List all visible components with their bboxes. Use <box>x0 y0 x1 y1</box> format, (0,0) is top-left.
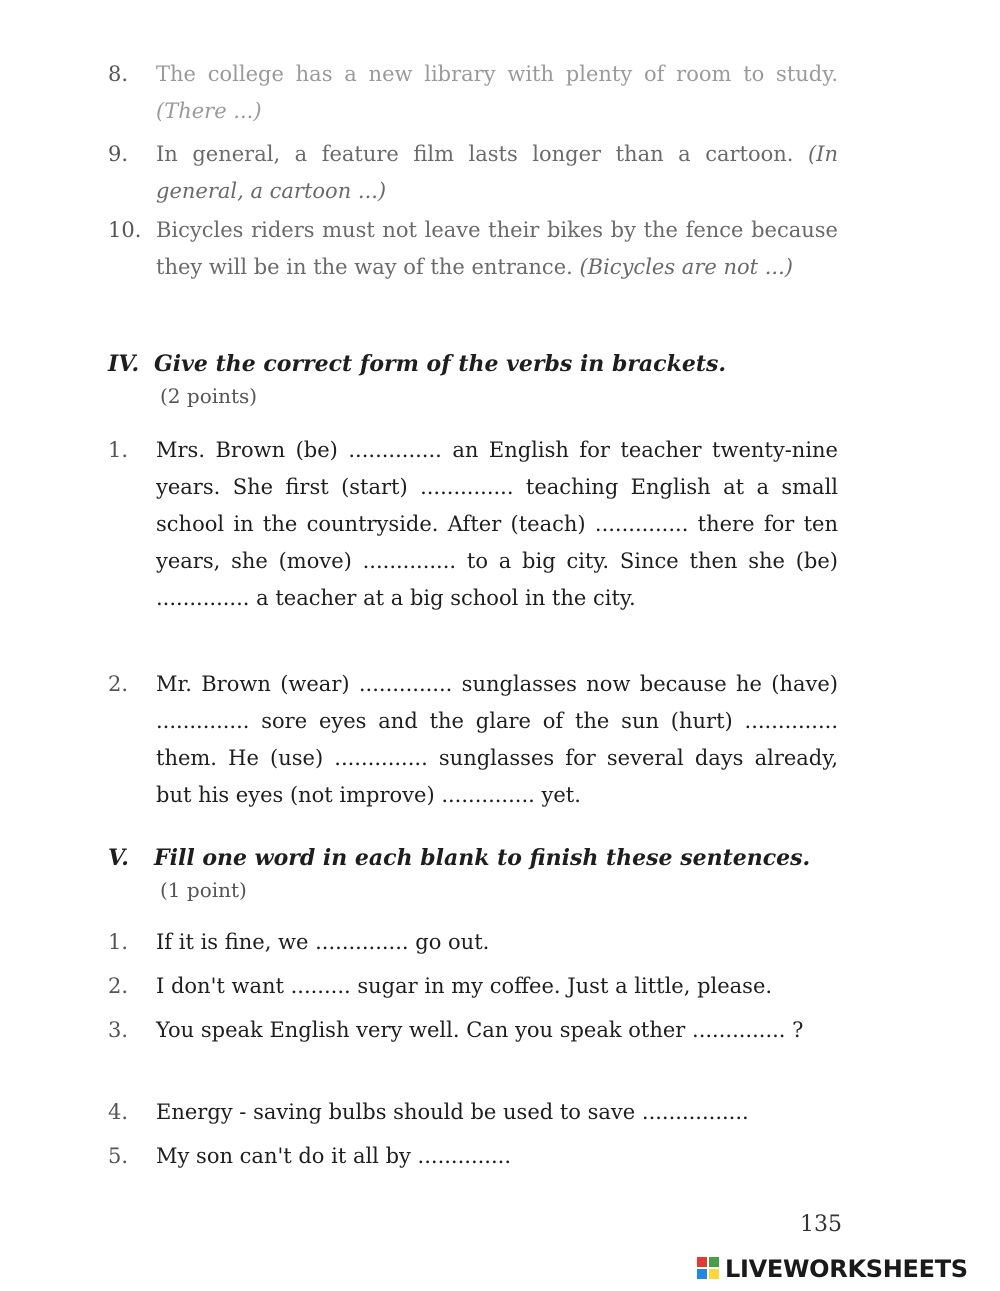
section-v-item-1: 1. If it is fine, we .............. go out. <box>108 924 838 961</box>
exercise-text: The college has a new library with plenty of room to study. <box>156 62 838 86</box>
exercise-text: Bicycles riders must not leave their bikes by the fence because they will be in the way of the entrance. <box>156 218 838 279</box>
liveworksheets-logo-icon <box>697 1257 721 1281</box>
exercise-text: In general, a feature film lasts longer than a cartoon. <box>156 142 808 166</box>
section-iv-points: (2 points) <box>160 384 258 408</box>
exercise-hint: (In general, a cartoon ...) <box>156 142 838 203</box>
exercise-text: Energy - saving bulbs should be used to save ................ <box>156 1100 749 1124</box>
section-iv-item-2: 2. Mr. Brown (wear) .............. sunglasses now because he (have) .............. sore eyes and the glare of the sun (hurt) .............. them. He (use) .............. sunglasses for several days already, but his eyes (not improve) .............. yet. <box>108 666 838 814</box>
exercise-text: You speak English very well. Can you speak other .............. ? <box>156 1018 804 1042</box>
section-v-item-2: 2. I don't want ......... sugar in my coffee. Just a little, please. <box>108 968 838 1005</box>
section-v-heading: V. Fill one word in each blank to finish these sentences. <box>108 845 811 871</box>
section-iv-item-1: 1. Mrs. Brown (be) .............. an English for teacher twenty-nine years. She first (start) .............. teaching English at a small school in the countryside. After (teach) .............. there for ten years, she (move) .............. to a big city. Since then she (be) .............. a teacher at a big school in the city. <box>108 432 838 617</box>
exercise-text: My son can't do it all by .............. <box>156 1144 512 1168</box>
section-v-item-3: 3. You speak English very well. Can you speak other .............. ? <box>108 1012 838 1049</box>
exercise-text: I don't want ......... sugar in my coffee. Just a little, please. <box>156 974 773 998</box>
section-v-item-5: 5. My son can't do it all by .............. <box>108 1138 838 1175</box>
section-iv-heading: IV. Give the correct form of the verbs in brackets. <box>108 351 727 377</box>
exercise-item-8: 8. The college has a new library with plenty of room to study. (There ...) <box>108 62 838 123</box>
exercise-text: Mrs. Brown (be) .............. an English for teacher twenty-nine years. She first (start) .............. teaching English at a small school in the countryside. After (teach) .............. there for ten years, she (move) .............. to a big city. Since then she (be) .............. a teacher at a big school in the city. <box>156 438 838 610</box>
exercise-hint: (Bicycles are not ...) <box>579 255 793 279</box>
exercise-item-10: 10. Bicycles riders must not leave their bikes by the fence because they will be in the way of the entrance. (Bicycles are not ...) <box>108 218 838 279</box>
liveworksheets-logo-text: LIVEWORKSHEETS <box>725 1255 968 1283</box>
section-title: Give the correct form of the verbs in brackets. <box>154 351 727 377</box>
page-number: 135 <box>800 1212 842 1237</box>
liveworksheets-logo[interactable] <box>697 1253 968 1285</box>
exercise-hint: (There ...) <box>156 99 262 123</box>
exercise-item-9: 9. In general, a feature film lasts longer than a cartoon. (In general, a cartoon ...) <box>108 142 838 203</box>
section-v-points: (1 point) <box>160 878 247 902</box>
section-title: Fill one word in each blank to finish these sentences. <box>154 845 811 871</box>
exercise-text: If it is fine, we .............. go out. <box>156 930 490 954</box>
exercise-text: Mr. Brown (wear) .............. sunglasses now because he (have) .............. sore eyes and the glare of the sun (hurt) .............. them. He (use) .............. sunglasses for several days already, but his eyes (not improve) .............. yet. <box>156 672 838 807</box>
section-v-item-4: 4. Energy - saving bulbs should be used to save ................ <box>108 1094 838 1131</box>
